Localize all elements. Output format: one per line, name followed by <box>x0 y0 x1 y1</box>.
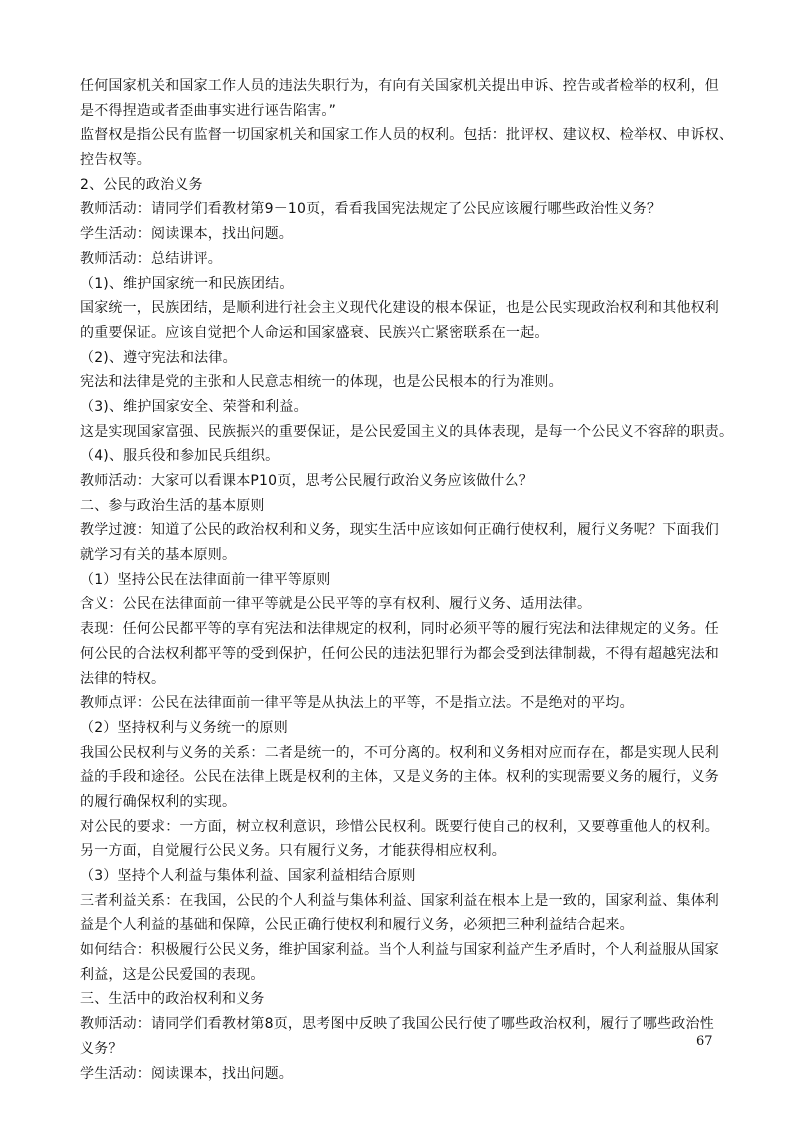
section-heading: 三、生活中的政治权利和义务 <box>80 991 265 1008</box>
subsection-heading: （3)、维护国家安全、荣誉和利益。 <box>80 398 308 415</box>
text-line: 对公民的要求：一方面，树立权利意识，珍惜公民权利。既要行使自己的权利，又要尊重他人的权利。 <box>80 818 719 835</box>
text-line: 另一方面，自觉履行公民义务。只有履行义务，才能获得相应权利。 <box>80 843 506 860</box>
section-heading: 二、参与政治生活的基本原则 <box>80 497 265 514</box>
text-line: 何公民的合法权利都平等的受到保护，任何公民的违法犯罪行为都会受到法律制裁，不得有超越宪法和 <box>80 645 719 662</box>
text-line: 学生活动：阅读课本，找出问题。 <box>80 226 293 243</box>
text-line: 的履行确保权利的实现。 <box>80 793 237 810</box>
subsection-heading: （3）坚持个人利益与集体利益、国家利益相结合原则 <box>80 868 416 884</box>
text-line: 监督权是指公民有监督一切国家机关和国家工作人员的权利。包括：批评权、建议权、检举权、申诉权、 <box>80 127 734 144</box>
text-line: 教学过渡：知道了公民的政治权利和义务，现实生活中应该如何正确行使权利，履行义务呢？下面我们 <box>80 522 719 539</box>
text-line: 教师活动：请同学们看教材第9－10页，看看我国宪法规定了公民应该履行哪些政治性义务？ <box>80 201 662 218</box>
text-line: 教师活动：总结讲评。 <box>80 250 222 267</box>
text-line: 学生活动：阅读课本，找出问题。 <box>80 1065 293 1082</box>
text-line: 利益，这是公民爱国的表现。 <box>80 966 265 983</box>
text-line: 就学习有关的基本原则。 <box>80 547 237 564</box>
text-line: 任何国家机关和国家工作人员的违法失职行为，有向有关国家机关提出申诉、控告或者检举的权利，但 <box>80 78 719 94</box>
text-line: 教师活动：大家可以看课本P10页，思考公民履行政治义务应该做什么？ <box>80 473 533 489</box>
text-line: 宪法和法律是党的主张和人民意志相统一的体现，也是公民根本的行为准则。 <box>80 374 563 391</box>
text-line: 三者利益关系：在我国，公民的个人利益与集体利益、国家利益在根本上是一致的，国家利益、集体利 <box>80 892 719 909</box>
subsection-heading: （2)、遵守宪法和法律。 <box>80 349 237 366</box>
subsection-heading: （2）坚持权利与义务统一的原则 <box>80 719 288 736</box>
document-body <box>80 74 734 1086</box>
section-heading: 2、公民的政治义务 <box>80 176 203 193</box>
text-line: 国家统一，民族团结，是顺利进行社会主义现代化建设的根本保证，也是公民实现政治权利和其他权利 <box>80 300 719 317</box>
text-line: 的重要保证。应该自觉把个人命运和国家盛衰、民族兴亡紧密联系在一起。 <box>80 324 549 341</box>
text-line: 我国公民权利与义务的关系：二者是统一的，不可分离的。权利和义务相对应而存在，都是实现人民利 <box>80 744 719 761</box>
text-line: 表现：任何公民都平等的享有宪法和法律规定的权利，同时必须平等的履行宪法和法律规定的义务。任 <box>80 621 719 638</box>
subsection-heading: （1)、维护国家统一和民族团结。 <box>80 275 294 292</box>
text-line: 教师活动：请同学们看教材第8页，思考图中反映了我国公民行使了哪些政治权利，履行了哪些政治性 <box>80 1016 714 1033</box>
subsection-heading: （4)、服兵役和参加民兵组织。 <box>80 448 280 465</box>
text-line: 益是个人利益的基础和保障，公民正确行使权利和履行义务，必须把三种利益结合起来。 <box>80 917 634 934</box>
text-line: 法律的特权。 <box>80 670 166 687</box>
text-line: 义务？ <box>80 1040 123 1057</box>
text-line: 益的手段和途径。公民在法律上既是权利的主体，又是义务的主体。权利的实现需要义务的履行，义务 <box>80 769 719 786</box>
text-line: 如何结合：积极履行公民义务，维护国家利益。当个人利益与国家利益产生矛盾时，个人利益服从国家 <box>80 942 719 959</box>
page-number: 67 <box>696 1034 713 1049</box>
subsection-heading: （1）坚持公民在法律面前一律平等原则 <box>80 571 331 588</box>
text-line: 教师点评：公民在法律面前一律平等是从执法上的平等，不是指立法。不是绝对的平均。 <box>80 695 634 712</box>
text-line: 是不得捏造或者歪曲事实进行诬告陷害。” <box>80 102 337 119</box>
text-line: 控告权等。 <box>80 152 151 169</box>
text-line: 含义：公民在法律面前一律平等就是公民平等的享有权利、履行义务、适用法律。 <box>80 596 592 613</box>
text-line: 这是实现国家富强、民族振兴的重要保证，是公民爱国主义的具体表现，是每一个公民义不容辞的职责。 <box>80 423 734 440</box>
